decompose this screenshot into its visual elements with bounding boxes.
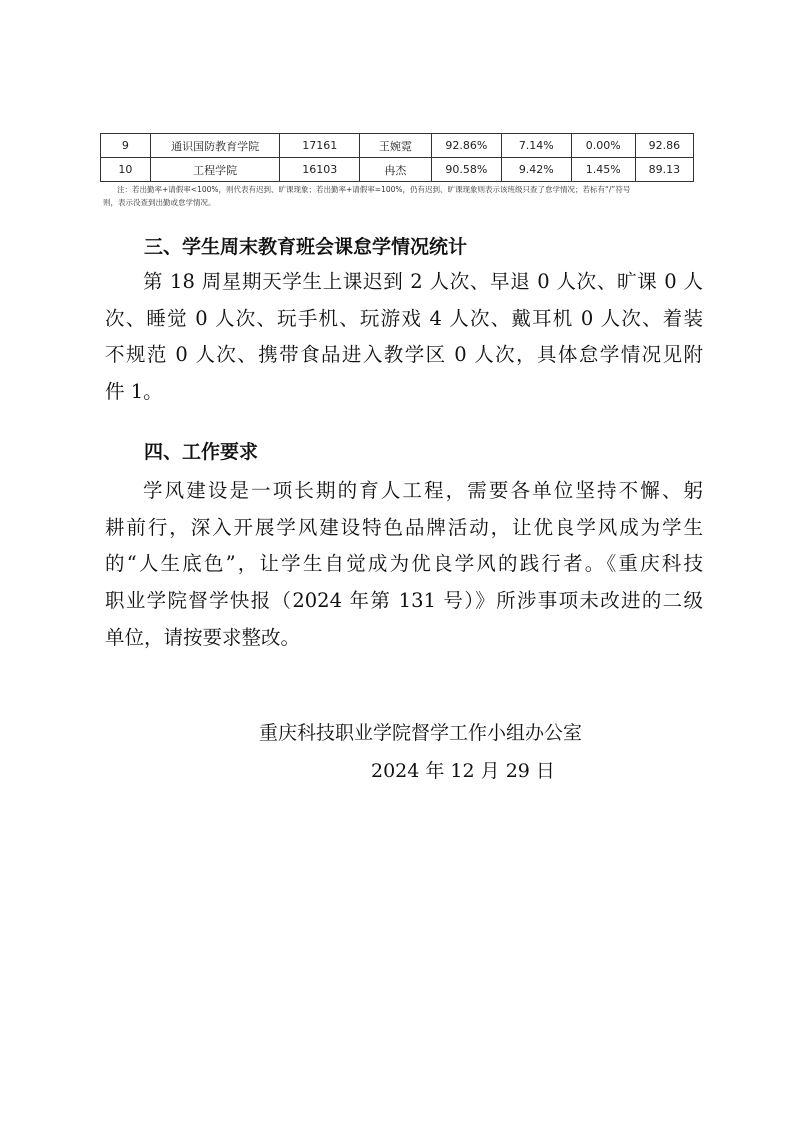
- paragraph-line: 学风建设是一项长期的育人工程，需要各单位坚持不懈、躬: [143, 479, 703, 502]
- table-cell-college: 通识国防教育学院: [150, 134, 280, 158]
- attendance-table: [100, 133, 694, 182]
- section-3-paragraph: [105, 264, 703, 411]
- table-footnote: [103, 183, 695, 209]
- paragraph-line: 次、睡觉 0 人次、玩手机、玩游戏 4 人次、戴耳机 0 人次、着装: [105, 306, 703, 330]
- table-cell-score: 89.13: [635, 158, 693, 182]
- table-cell-attendance-rate: 90.58%: [431, 158, 501, 182]
- signature-date: 2024 年 12 月 29 日: [371, 760, 555, 782]
- table-cell-rank: 9: [101, 134, 151, 158]
- table-cell-leave-rate: 7.14%: [501, 134, 571, 158]
- table-cell-score: 92.86: [635, 134, 693, 158]
- paragraph-line: 耕前行，深入开展学风建设特色品牌活动，让优良学风成为学生: [105, 515, 703, 539]
- table-cell-person: 王婉霓: [360, 134, 432, 158]
- table-cell-code: 16103: [280, 158, 360, 182]
- table-cell-code: 17161: [280, 134, 360, 158]
- paragraph-line: 不规范 0 人次、携带食品进入教学区 0 人次，具体怠学情况见附: [105, 343, 703, 367]
- paragraph-line: 的“人生底色”，让学生自觉成为优良学风的践行者。《重庆科技: [105, 552, 703, 576]
- table-cell-college: 工程学院: [150, 158, 280, 182]
- paragraph-line: 件 1。: [105, 380, 163, 404]
- paragraph-line: 单位，请按要求整改。: [105, 625, 301, 649]
- table-row: [101, 158, 694, 182]
- paragraph-line: 职业学院督学快报（2024 年第 131 号）》所涉事项未改进的二级: [105, 589, 703, 613]
- table-cell-person: 冉杰: [360, 158, 432, 182]
- table-cell-attendance-rate: 92.86%: [431, 134, 501, 158]
- signature-office: 重庆科技职业学院督学工作小组办公室: [259, 722, 583, 744]
- table-cell-rank: 10: [101, 158, 151, 182]
- section-4-paragraph: [105, 473, 703, 656]
- table-cell-slack-rate: 0.00%: [571, 134, 635, 158]
- section-4-heading: 四、工作要求: [144, 441, 259, 463]
- table-row: [101, 134, 694, 158]
- table-cell-leave-rate: 9.42%: [501, 158, 571, 182]
- section-3-heading: 三、学生周末教育班会课怠学情况统计: [144, 236, 468, 258]
- footnote-line: 注：若出勤率+请假率<100%，则代表有迟到、旷课现象；若出勤率+请假率=100%，仍有迟到、旷课现象则表示该班级只查了怠学情况；若标有“/”符号: [117, 185, 631, 194]
- paragraph-line: 第 18 周星期天学生上课迟到 2 人次、早退 0 人次、旷课 0 人: [143, 270, 703, 293]
- table-cell-slack-rate: 1.45%: [571, 158, 635, 182]
- footnote-line: 则，表示没查到出勤或怠学情况。: [103, 198, 216, 207]
